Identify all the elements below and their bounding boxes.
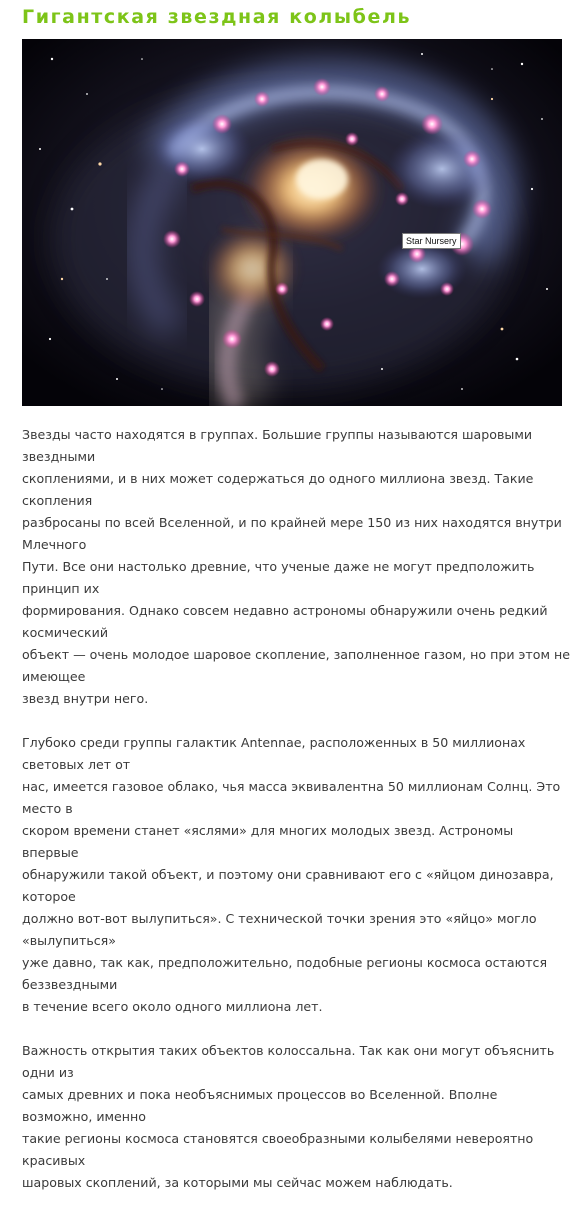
paragraph-3: Важность открытия таких объектов колоссальна. Так как они могут объяснить одни из самых древних и пока необъяснимых процессов во Вселенной. Вполне возможно, именно такие регионы космоса становятся своеобразными колыбелями невероятно красивых шаровых скоплений, за которыми мы сейчас можем наблюдать.: [22, 1043, 555, 1190]
star-nursery-label: Star Nursery: [402, 233, 461, 249]
article-body: [22, 424, 570, 1216]
paragraph-2: Глубоко среди группы галактик Antennae, расположенных в 50 миллионах световых лет от нас, имеется газовое облако, чья масса эквивалентна 50 миллионам Солнц. Это место в скором времени станет «яслями» для многих молодых звезд. Астрономы впервые обнаружили такой объект, и поэтому они сравнивают его с «яйцом динозавра, которое должно вот-вот вылупиться». С технической точки зрения это «яйцо» могло «вылупиться» уже давно, так как, предположительно, подобные регионы космоса остаются беззвездными в течение всего около одного миллиона лет.: [22, 735, 561, 1014]
galaxy-illustration: [22, 39, 562, 406]
galaxy-photo: [22, 39, 562, 406]
article-title: Гигантская звездная колыбель: [22, 6, 412, 28]
paragraph-1: Звезды часто находятся в группах. Большие группы называются шаровыми звездными скоплениями, и в них может содержаться до одного миллиона звезд. Такие скопления разбросаны по всей Вселенной, и по крайней мере 150 из них находятся внутри Млечного Пути. Все они настолько древние, что ученые даже не могут предположить принцип их формирования. Однако совсем недавно астрономы обнаружили очень редкий космический объект — очень молодое шаровое скопление, заполненное газом, но при этом не имеющее звезд внутри него.: [22, 427, 570, 706]
